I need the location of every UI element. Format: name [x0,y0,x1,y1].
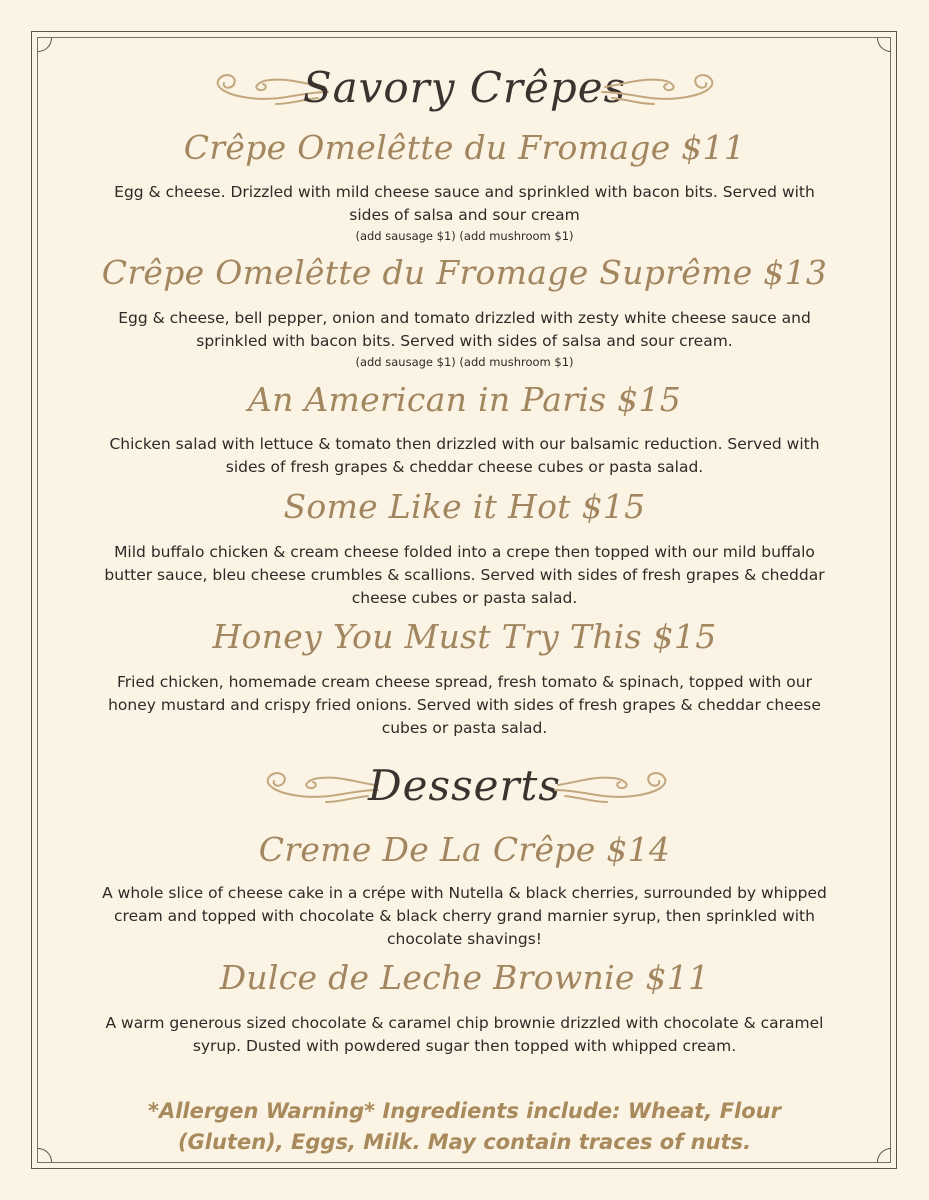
desserts-section-header [0,758,929,818]
allergen-warning: *Allergen Warning* Ingredients include: Wheat, Flour (Gluten), Eggs, Milk. May contain traces of nuts. [148,1099,781,1154]
menu-item-description: Mild buffalo chicken & cream cheese folded into a crepe then topped with our mild buffalo butter sauce, bleu cheese crumbles & scallions. Served with sides of fresh grapes & cheddar cheese cubes or pasta salad. [104,543,825,607]
menu-item-title: Crêpe Omelêtte du Fromage Suprême $13 [101,253,828,292]
menu-item-description: Chicken salad with lettuce & tomato then drizzled with our balsamic reduction. Served with sides of fresh grapes & cheddar cheese cubes or pasta salad. [109,435,820,476]
flourish-right-icon [600,68,730,108]
menu-item-description: Fried chicken, homemade cream cheese spread, fresh tomato & spinach, topped with our honey mustard and crispy fried onions. Served with sides of fresh grapes & cheddar cheese cubes or pasta salad. [108,673,821,737]
menu-item-description: Egg & cheese. Drizzled with mild cheese sauce and sprinkled with bacon bits. Served with sides of salsa and sour cream [114,183,815,224]
menu-item-title: An American in Paris $15 [247,380,682,419]
menu-item-title: Creme De La Crêpe $14 [258,830,671,869]
flourish-right-icon [553,766,683,806]
savory-section-header [0,60,929,120]
menu-item-description: Egg & cheese, bell pepper, onion and tomato drizzled with zesty white cheese sauce and sprinkled with bacon bits. Served with sides of salsa and sour cream. [118,309,811,350]
menu-item-addons: (add sausage $1) (add mushroom $1) [355,229,574,243]
desserts-section-title: Desserts [367,761,561,810]
menu-item-description: A whole slice of cheese cake in a crépe with Nutella & black cherries, surrounded by whipped cream and topped with chocolate & black cherry grand marnier syrup, then sprinkled with chocolate shavings! [102,884,827,948]
menu-item-title: Some Like it Hot $15 [283,487,646,526]
menu-item-title: Dulce de Leche Brownie $11 [219,958,710,997]
menu-item-title: Crêpe Omelêtte du Fromage $11 [183,128,746,167]
menu-item-title: Honey You Must Try This $15 [212,617,717,656]
savory-section-title: Savory Crêpes [302,63,627,112]
menu-item-addons: (add sausage $1) (add mushroom $1) [355,355,574,369]
menu-item-description: A warm generous sized chocolate & caramel chip brownie drizzled with chocolate & caramel syrup. Dusted with powdered sugar then topped with whipped cream. [105,1014,824,1055]
